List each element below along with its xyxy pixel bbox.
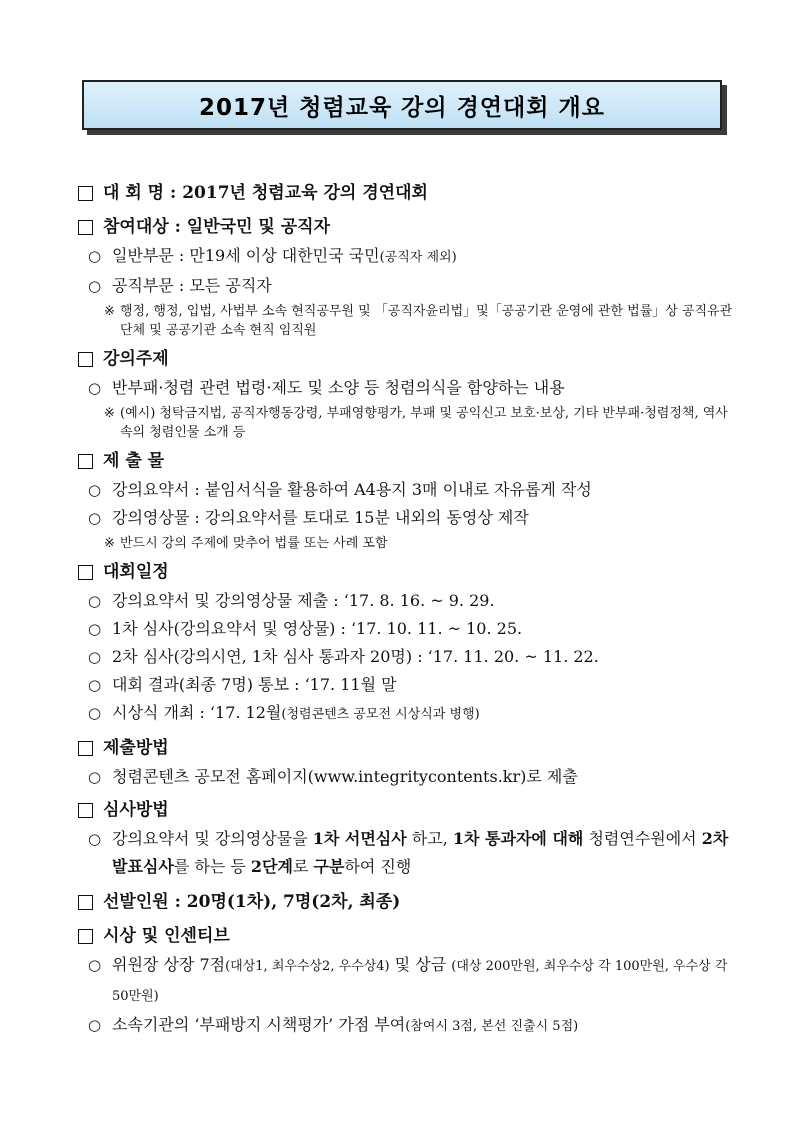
circle-bullet-icon: ○ xyxy=(88,481,102,499)
list-item: ○ 1차 심사(강의요약서 및 영상물) : ‘17. 10. 11. ~ 10. 25. xyxy=(78,615,738,643)
circle-bullet-icon: ○ xyxy=(88,704,102,722)
circle-bullet-icon: ○ xyxy=(88,509,102,527)
section-heading: 대 회 명 : 2017년 청렴교육 강의 경연대회 xyxy=(103,183,428,203)
section-submission-method xyxy=(78,733,738,791)
list-item: ○ 대회 결과(최종 7명) 통보 : ‘17. 11월 말 xyxy=(78,671,738,699)
document-title: 2017년 청렴교육 강의 경연대회 개요 xyxy=(199,94,605,121)
checkbox-square-icon xyxy=(78,895,93,910)
note: ※ 반드시 강의 주제에 맞추어 법률 또는 사례 포함 xyxy=(104,536,388,551)
list-item: ○ 공직부문 : 모든 공직자 xyxy=(78,272,738,300)
note: ※ 행정, 행정, 입법, 사법부 소속 현직공무원 및 「공직자윤리법」및「공공기관 운영에 관한 법률」상 공직유관단체 및 공공기관 소속 현직 임직원 xyxy=(104,304,733,338)
checkbox-square-icon xyxy=(78,220,93,235)
checkbox-square-icon xyxy=(78,454,93,469)
circle-bullet-icon: ○ xyxy=(88,768,102,786)
section-heading: 강의주제 xyxy=(103,349,169,369)
checkbox-square-icon xyxy=(78,741,93,756)
circle-bullet-icon: ○ xyxy=(88,956,102,974)
section-selection xyxy=(78,887,738,917)
checkbox-square-icon xyxy=(78,186,93,201)
section-heading: 대회일정 xyxy=(103,562,169,582)
checkbox-square-icon xyxy=(78,803,93,818)
section-lecture-topic xyxy=(78,344,738,442)
list-item: ○ 강의요약서 : 붙임서식을 활용하여 A4용지 3매 이내로 자유롭게 작성 xyxy=(78,476,738,504)
list-item: ○ 일반부문 : 만19세 이상 대한민국 국민(공직자 제외) xyxy=(78,242,738,272)
section-heading: 제출방법 xyxy=(103,738,169,758)
section-heading: 참여대상 : 일반국민 및 공직자 xyxy=(103,217,331,237)
section-heading: 선발인원 : 20명(1차), 7명(2차, 최종) xyxy=(103,892,401,912)
list-item: ○ 청렴콘텐츠 공모전 홈페이지(www.integritycontents.kr)로 제출 xyxy=(78,763,738,791)
note: ※ (예시) 청탁금지법, 공직자행동강령, 부패영향평가, 부패 및 공익신고 보호·보상, 기타 반부패·청렴정책, 역사속의 청렴인물 소개 등 xyxy=(104,406,728,440)
circle-bullet-icon: ○ xyxy=(88,1016,102,1034)
circle-bullet-icon: ○ xyxy=(88,379,102,397)
list-item: ○ 2차 심사(강의시연, 1차 심사 통과자 20명) : ‘17. 11. 20. ~ 11. 22. xyxy=(78,643,738,671)
reference-mark-icon: ※ xyxy=(104,406,115,421)
section-heading: 심사방법 xyxy=(103,800,169,820)
list-item: ○ 위원장 상장 7점(대상1, 최우수상2, 우수상4) 및 상금 (대상 200만원, 최우수상 각 100만원, 우수상 각 50만원) xyxy=(78,951,738,1011)
list-item: ○ 강의요약서 및 강의영상물을 1차 서면심사 하고, 1차 통과자에 대해 청렴연수원에서 2차 발표심사를 하는 등 2단계로 구분하여 진행 xyxy=(78,825,738,881)
list-item: ○ 시상식 개최 : ‘17. 12월(청렴콘텐츠 공모전 시상식과 병행) xyxy=(78,699,738,729)
circle-bullet-icon: ○ xyxy=(88,620,102,638)
checkbox-square-icon xyxy=(78,565,93,580)
circle-bullet-icon: ○ xyxy=(88,277,102,295)
list-item: ○ 소속기관의 ‘부패방지 시책평가’ 가점 부여(참여시 3점, 본선 진출시 5점) xyxy=(78,1011,738,1041)
circle-bullet-icon: ○ xyxy=(88,592,102,610)
circle-bullet-icon: ○ xyxy=(88,830,102,848)
section-event-name xyxy=(78,178,738,208)
list-item: ○ 반부패·청렴 관련 법령·제도 및 소양 등 청렴의식을 함양하는 내용 xyxy=(78,374,738,402)
title-banner xyxy=(82,80,722,130)
section-schedule xyxy=(78,557,738,729)
circle-bullet-icon: ○ xyxy=(88,676,102,694)
reference-mark-icon: ※ xyxy=(104,536,115,551)
document-body xyxy=(78,178,738,1041)
section-review-method xyxy=(78,795,738,881)
section-heading: 시상 및 인센티브 xyxy=(103,926,230,946)
checkbox-square-icon xyxy=(78,352,93,367)
section-heading: 제 출 물 xyxy=(103,451,165,471)
circle-bullet-icon: ○ xyxy=(88,648,102,666)
reference-mark-icon: ※ xyxy=(104,304,115,319)
list-item: ○ 강의요약서 및 강의영상물 제출 : ‘17. 8. 16. ~ 9. 29. xyxy=(78,587,738,615)
checkbox-square-icon xyxy=(78,929,93,944)
section-submissions xyxy=(78,446,738,553)
section-eligibility xyxy=(78,212,738,340)
section-awards xyxy=(78,921,738,1041)
list-item: ○ 강의영상물 : 강의요약서를 토대로 15분 내외의 동영상 제작 xyxy=(78,504,738,532)
circle-bullet-icon: ○ xyxy=(88,247,102,265)
